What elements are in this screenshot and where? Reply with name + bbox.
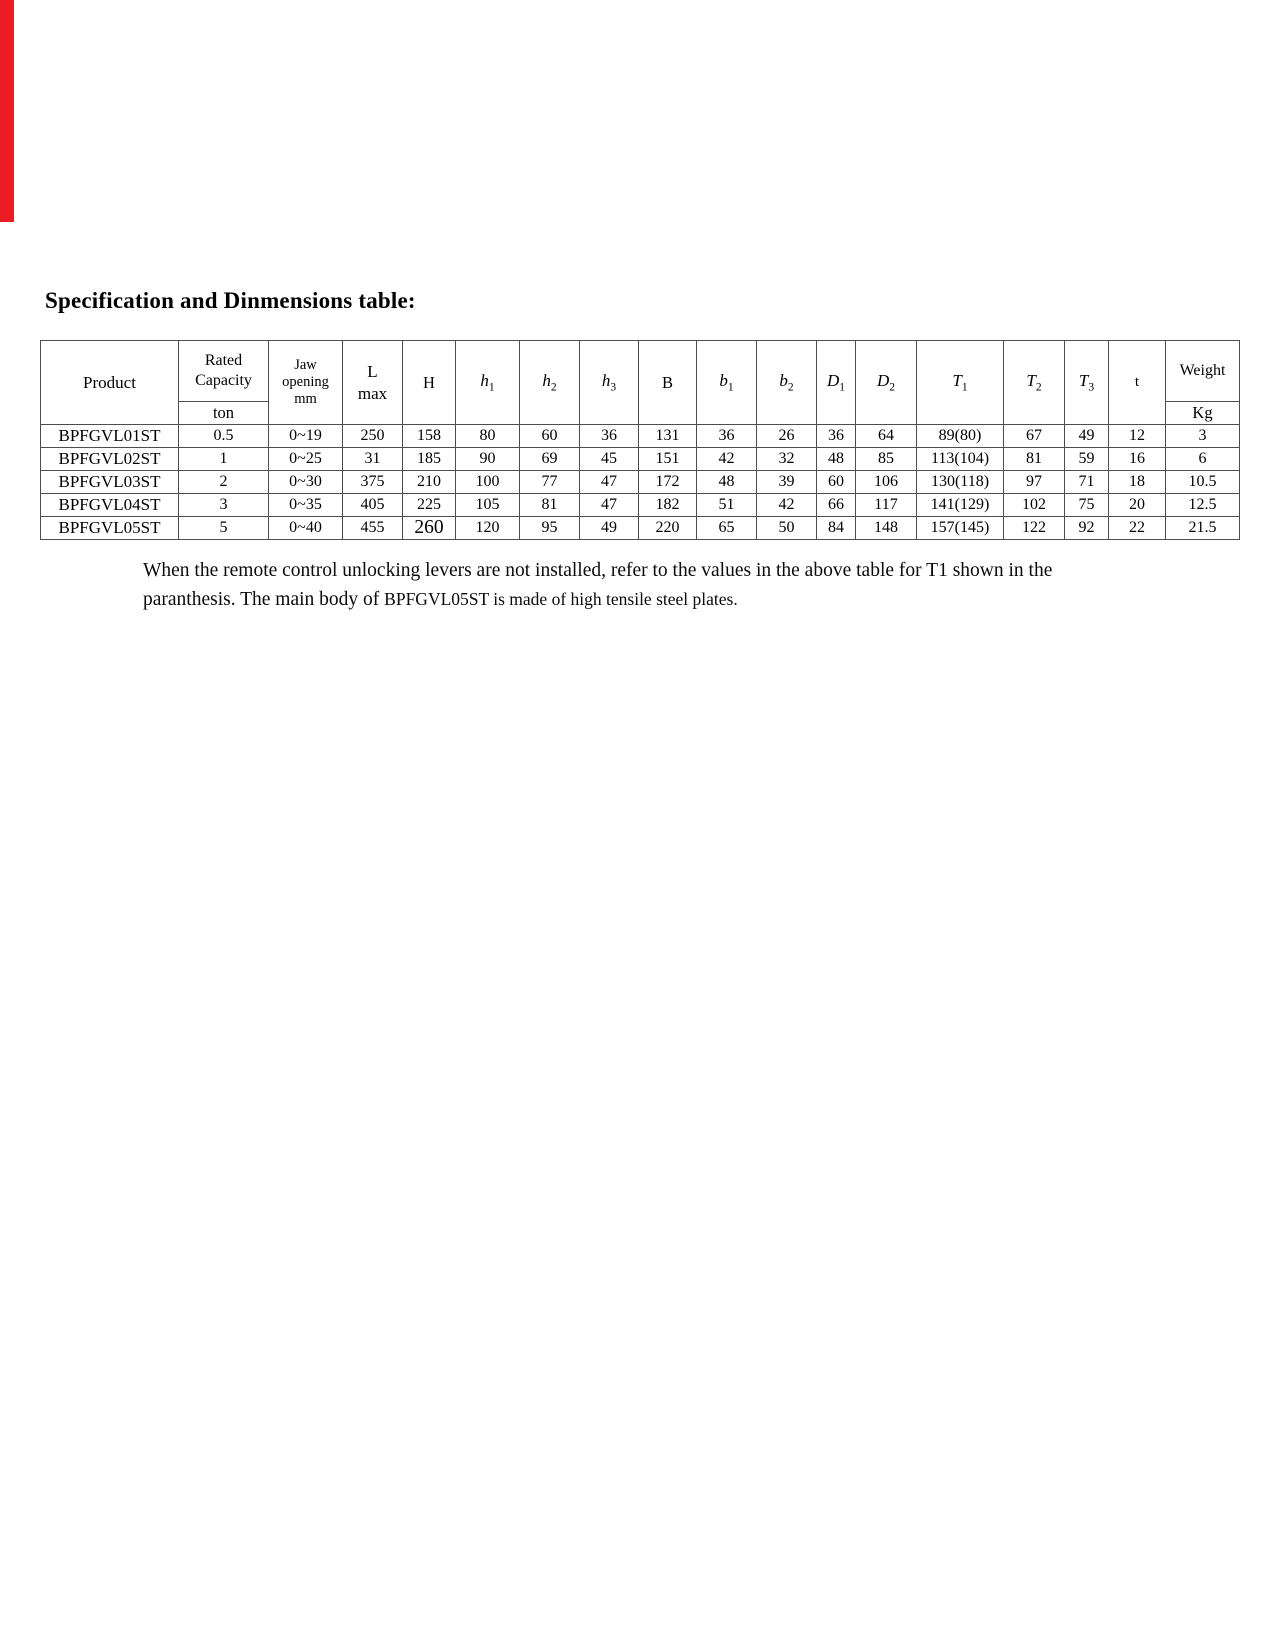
cell-t3: 49: [1065, 425, 1109, 448]
cell-h3: 47: [580, 494, 639, 517]
col-header-rated_capacity: Rated Capacity: [179, 341, 269, 402]
cell-t2: 67: [1004, 425, 1065, 448]
cell-t3: 71: [1065, 471, 1109, 494]
cell-b_cap: 151: [639, 448, 697, 471]
table-row: [41, 425, 1240, 448]
col-header-t3: $T_3$: [1065, 341, 1109, 425]
cell-jaw_opening: 0~40: [269, 517, 343, 540]
cell-b1: 42: [697, 448, 757, 471]
cell-d2: 64: [856, 425, 917, 448]
cell-rated_capacity: 3: [179, 494, 269, 517]
cell-t1: 141(129): [917, 494, 1004, 517]
cell-b1: 51: [697, 494, 757, 517]
cell-t1: 130(118): [917, 471, 1004, 494]
cell-t_small: 12: [1109, 425, 1166, 448]
cell-b_cap: 131: [639, 425, 697, 448]
cell-d1: 36: [817, 425, 856, 448]
col-header-d2: $D_2$: [856, 341, 917, 425]
col-header-b2: $b_2$: [757, 341, 817, 425]
cell-product: BPFGVL05ST: [41, 517, 179, 540]
table-row: [41, 448, 1240, 471]
cell-h3: 36: [580, 425, 639, 448]
cell-rated_capacity: 1: [179, 448, 269, 471]
cell-t1: 89(80): [917, 425, 1004, 448]
table-body: [41, 425, 1240, 540]
cell-h3: 47: [580, 471, 639, 494]
cell-t3: 59: [1065, 448, 1109, 471]
cell-product: BPFGVL02ST: [41, 448, 179, 471]
col-header-jaw_opening: Jaw opening mm: [269, 341, 343, 425]
cell-weight: 12.5: [1166, 494, 1240, 517]
note-paragraph: [143, 556, 1143, 614]
cell-l_max: 250: [343, 425, 403, 448]
cell-weight: 3: [1166, 425, 1240, 448]
cell-t3: 92: [1065, 517, 1109, 540]
cell-b2: 50: [757, 517, 817, 540]
col-header-product: Product: [41, 341, 179, 425]
cell-weight: 6: [1166, 448, 1240, 471]
cell-d2: 85: [856, 448, 917, 471]
note-line-1: When the remote control unlocking levers are not installed, refer to the values in the above table for T1 shown in the: [143, 560, 1053, 581]
cell-product: BPFGVL01ST: [41, 425, 179, 448]
cell-h1: 90: [456, 448, 520, 471]
cell-t_small: 18: [1109, 471, 1166, 494]
cell-l_max: 455: [343, 517, 403, 540]
cell-h2: 60: [520, 425, 580, 448]
cell-h_cap: 185: [403, 448, 456, 471]
cell-h2: 81: [520, 494, 580, 517]
cell-t3: 75: [1065, 494, 1109, 517]
cell-d1: 84: [817, 517, 856, 540]
table-header: [41, 341, 1240, 425]
col-header-h_cap: H: [403, 341, 456, 425]
cell-t2: 102: [1004, 494, 1065, 517]
col-subheader-weight: Kg: [1166, 402, 1240, 425]
cell-t1: 157(145): [917, 517, 1004, 540]
cell-t2: 122: [1004, 517, 1065, 540]
specification-table: [40, 340, 1240, 540]
cell-rated_capacity: 5: [179, 517, 269, 540]
cell-b_cap: 172: [639, 471, 697, 494]
cell-h2: 77: [520, 471, 580, 494]
cell-h_cap: 260: [403, 517, 456, 540]
col-header-t_small: t: [1109, 341, 1166, 425]
cell-t2: 81: [1004, 448, 1065, 471]
note-line-2a: paranthesis. The main body of: [143, 589, 385, 610]
cell-b2: 32: [757, 448, 817, 471]
cell-rated_capacity: 0.5: [179, 425, 269, 448]
note-line-2b: BPFGVL05ST is made of high tensile steel plates.: [384, 589, 738, 609]
cell-h2: 95: [520, 517, 580, 540]
cell-b1: 36: [697, 425, 757, 448]
cell-jaw_opening: 0~35: [269, 494, 343, 517]
cell-d2: 148: [856, 517, 917, 540]
cell-weight: 21.5: [1166, 517, 1240, 540]
table-row: [41, 494, 1240, 517]
cell-t1: 113(104): [917, 448, 1004, 471]
col-header-t2: $T_2$: [1004, 341, 1065, 425]
col-header-h1: $h_1$: [456, 341, 520, 425]
cell-h3: 49: [580, 517, 639, 540]
cell-h1: 120: [456, 517, 520, 540]
cell-jaw_opening: 0~30: [269, 471, 343, 494]
cell-t_small: 16: [1109, 448, 1166, 471]
cell-b2: 42: [757, 494, 817, 517]
page-title: Specification and Dinmensions table:: [45, 288, 416, 313]
table-row: [41, 517, 1240, 540]
cell-b_cap: 182: [639, 494, 697, 517]
cell-d1: 66: [817, 494, 856, 517]
cell-l_max: 31: [343, 448, 403, 471]
cell-h3: 45: [580, 448, 639, 471]
cell-rated_capacity: 2: [179, 471, 269, 494]
cell-product: BPFGVL03ST: [41, 471, 179, 494]
cell-h1: 80: [456, 425, 520, 448]
cell-l_max: 405: [343, 494, 403, 517]
cell-jaw_opening: 0~25: [269, 448, 343, 471]
table-row: [41, 471, 1240, 494]
header-row-main: [41, 341, 1240, 402]
red-margin-bar: [0, 0, 14, 222]
cell-t2: 97: [1004, 471, 1065, 494]
cell-jaw_opening: 0~19: [269, 425, 343, 448]
col-header-h2: $h_2$: [520, 341, 580, 425]
col-header-l_max: L max: [343, 341, 403, 425]
col-subheader-rated_capacity: ton: [179, 402, 269, 425]
cell-h_cap: 158: [403, 425, 456, 448]
cell-h2: 69: [520, 448, 580, 471]
cell-b2: 39: [757, 471, 817, 494]
cell-product: BPFGVL04ST: [41, 494, 179, 517]
cell-d1: 48: [817, 448, 856, 471]
col-header-d1: $D_1$: [817, 341, 856, 425]
cell-h1: 100: [456, 471, 520, 494]
col-header-b_cap: B: [639, 341, 697, 425]
col-header-h3: $h_3$: [580, 341, 639, 425]
cell-h1: 105: [456, 494, 520, 517]
cell-t_small: 22: [1109, 517, 1166, 540]
col-header-t1: $T_1$: [917, 341, 1004, 425]
cell-d2: 117: [856, 494, 917, 517]
col-header-weight: Weight: [1166, 341, 1240, 402]
cell-d1: 60: [817, 471, 856, 494]
cell-d2: 106: [856, 471, 917, 494]
cell-b1: 65: [697, 517, 757, 540]
cell-b2: 26: [757, 425, 817, 448]
cell-b_cap: 220: [639, 517, 697, 540]
cell-h_cap: 210: [403, 471, 456, 494]
cell-b1: 48: [697, 471, 757, 494]
cell-t_small: 20: [1109, 494, 1166, 517]
cell-h_cap: 225: [403, 494, 456, 517]
cell-weight: 10.5: [1166, 471, 1240, 494]
cell-l_max: 375: [343, 471, 403, 494]
col-header-b1: $b_1$: [697, 341, 757, 425]
